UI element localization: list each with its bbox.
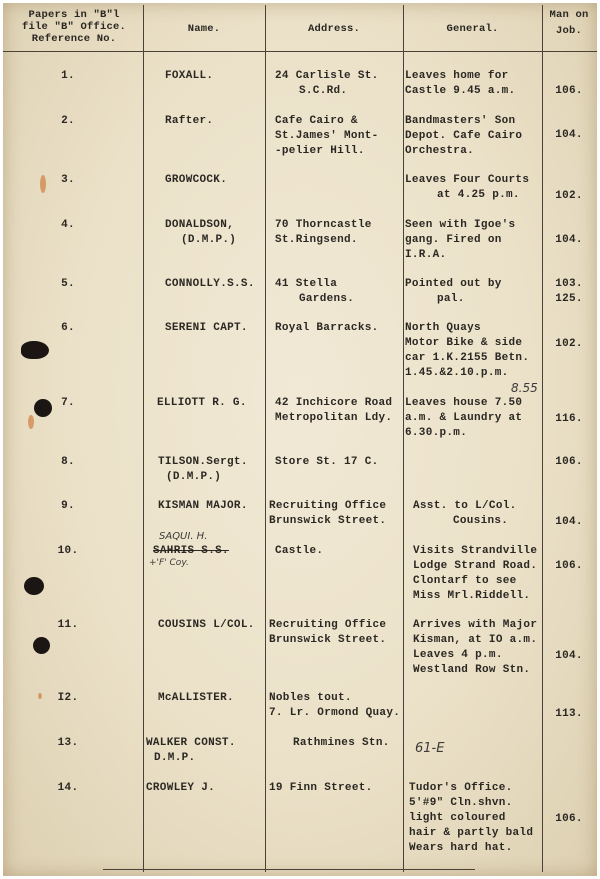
row-9-address-line1: Recruiting Office bbox=[269, 500, 387, 512]
row-5-address-line1: 41 Stella bbox=[275, 278, 338, 290]
row-10-handwritten-name: SAQUI. H. bbox=[159, 531, 208, 542]
row-2-address bbox=[275, 114, 379, 159]
row-9-ref: 9. bbox=[61, 500, 75, 512]
row-1-ref: 1. bbox=[61, 70, 75, 82]
row-7-general-line2: a.m. & Laundry at bbox=[405, 412, 523, 424]
row-14-general-line1: Tudor's Office. bbox=[409, 782, 513, 794]
document-sheet bbox=[3, 3, 597, 876]
row-12-name: McALLISTER. bbox=[158, 692, 234, 704]
row-2-address-line3: -pelier Hill. bbox=[275, 145, 365, 157]
punch-hole-4 bbox=[33, 637, 50, 654]
row-11-job: 104. bbox=[555, 650, 583, 662]
column-rule-4 bbox=[542, 5, 543, 872]
row-5-ref: 5. bbox=[61, 278, 75, 290]
row-4-name bbox=[165, 218, 236, 248]
row-1-address-line2: S.C.Rd. bbox=[299, 85, 348, 97]
row-1-general bbox=[405, 69, 515, 99]
row-10-job: 106. bbox=[555, 560, 583, 572]
row-3-job: 102. bbox=[555, 190, 583, 202]
header-job bbox=[543, 9, 595, 37]
row-11-ref: 11. bbox=[57, 619, 79, 631]
row-14-job: 106. bbox=[555, 813, 583, 825]
header-reference-line1: Papers in "B"l bbox=[28, 9, 120, 21]
row-3-general-line2: at 4.25 p.m. bbox=[437, 189, 520, 201]
row-11-name: COUSINS L/COL. bbox=[158, 619, 255, 631]
row-2-general-line2: Depot. Cafe Cairo bbox=[405, 130, 523, 142]
row-14-address: 19 Finn Street. bbox=[269, 782, 373, 794]
row-12-ref: I2. bbox=[57, 692, 79, 704]
header-reference bbox=[7, 9, 141, 45]
row-12-address bbox=[269, 691, 400, 721]
column-rule-3 bbox=[403, 5, 404, 872]
row-2-job: 104. bbox=[555, 129, 583, 141]
row-5-name: CONNOLLY.S.S. bbox=[165, 278, 255, 290]
row-9-address-line2: Brunswick Street. bbox=[269, 515, 387, 527]
row-9-name: KISMAN MAJOR. bbox=[158, 500, 248, 512]
row-11-address-line1: Recruiting Office bbox=[269, 619, 387, 631]
header-job-line1: Man on bbox=[549, 9, 589, 21]
header-rule bbox=[3, 51, 597, 52]
row-10-name-struck: SAHRIS S.S. bbox=[153, 545, 229, 557]
row-8-address: Store St. 17 C. bbox=[275, 456, 379, 468]
row-10-handwritten-coy: +'F' Coy. bbox=[149, 558, 189, 568]
header-address: Address. bbox=[307, 23, 360, 35]
header-job-line2: Job. bbox=[555, 25, 582, 37]
row-11-general-line1: Arrives with Major bbox=[413, 619, 538, 631]
header-name: Name. bbox=[187, 23, 221, 35]
punch-hole-1 bbox=[21, 341, 49, 359]
row-5-job bbox=[544, 277, 594, 307]
row-8-job: 106. bbox=[555, 456, 583, 468]
row-6-job: 102. bbox=[555, 338, 583, 350]
row-6-general-line3: car 1.K.2155 Betn. bbox=[405, 352, 530, 364]
row-4-address-line2: St.Ringsend. bbox=[275, 234, 358, 246]
row-8-name-line1: TILSON.Sergt. bbox=[158, 456, 248, 468]
row-14-name: CROWLEY J. bbox=[146, 782, 216, 794]
row-2-name: Rafter. bbox=[165, 115, 214, 127]
row-3-ref: 3. bbox=[61, 174, 75, 186]
row-13-name-line2: D.M.P. bbox=[154, 752, 196, 764]
row-7-address bbox=[275, 396, 392, 426]
row-10-address: Castle. bbox=[275, 545, 324, 557]
row-14-general-line2: 5'#9" Cln.shvn. bbox=[409, 797, 513, 809]
rust-stain-1 bbox=[40, 175, 46, 193]
row-9-general-line2: Cousins. bbox=[453, 515, 509, 527]
row-4-general-line3: I.R.A. bbox=[405, 249, 447, 261]
row-1-address-line1: 24 Carlisle St. bbox=[275, 70, 379, 82]
row-2-ref: 2. bbox=[61, 115, 75, 127]
row-4-ref: 4. bbox=[61, 219, 75, 231]
row-7-general-line3: 6.30.p.m. bbox=[405, 427, 468, 439]
row-13-name bbox=[146, 736, 236, 766]
row-1-job: 106. bbox=[555, 85, 583, 97]
header-general: General. bbox=[446, 23, 499, 35]
row-1-general-line1: Leaves home for bbox=[405, 70, 509, 82]
row-14-ref: 14. bbox=[57, 782, 79, 794]
row-10-name bbox=[153, 544, 229, 559]
row-6-general bbox=[405, 321, 529, 381]
row-10-general-line2: Lodge Strand Road. bbox=[413, 560, 538, 572]
header-reference-line3: Reference No. bbox=[31, 33, 117, 45]
row-7-handwritten-time: 8.55 bbox=[511, 381, 538, 395]
row-12-job: 113. bbox=[555, 708, 583, 720]
row-10-general bbox=[413, 544, 537, 604]
row-9-general-line1: Asst. to L/Col. bbox=[413, 500, 517, 512]
row-8-name-line2: (D.M.P.) bbox=[166, 471, 222, 483]
row-9-general bbox=[413, 499, 517, 529]
row-5-job-line2: 125. bbox=[555, 293, 583, 305]
row-6-address: Royal Barracks. bbox=[275, 322, 379, 334]
row-12-address-line2: 7. Lr. Ormond Quay. bbox=[269, 707, 401, 719]
row-4-address bbox=[275, 218, 372, 248]
row-7-address-line2: Metropolitan Ldy. bbox=[275, 412, 393, 424]
row-14-general-line5: Wears hard hat. bbox=[409, 842, 513, 854]
row-5-address bbox=[275, 277, 354, 307]
row-4-address-line1: 70 Thorncastle bbox=[275, 219, 372, 231]
row-8-ref: 8. bbox=[61, 456, 75, 468]
row-10-general-line4: Miss Mrl.Riddell. bbox=[413, 590, 531, 602]
row-13-name-line1: WALKER CONST. bbox=[146, 737, 236, 749]
row-10-ref: 10. bbox=[57, 545, 79, 557]
row-7-general bbox=[405, 396, 522, 441]
row-5-general bbox=[405, 277, 502, 307]
row-4-name-line1: DONALDSON, bbox=[165, 219, 235, 231]
row-5-address-line2: Gardens. bbox=[299, 293, 355, 305]
row-6-general-line2: Motor Bike & side bbox=[405, 337, 523, 349]
row-7-job: 116. bbox=[555, 413, 583, 425]
row-5-general-line2: pal. bbox=[437, 293, 465, 305]
row-14-general-line4: hair & partly bald bbox=[409, 827, 534, 839]
row-12-address-line1: Nobles tout. bbox=[269, 692, 352, 704]
row-11-general-line4: Westland Row Stn. bbox=[413, 664, 531, 676]
row-3-general-line1: Leaves Four Courts bbox=[405, 174, 530, 186]
rust-stain-2 bbox=[28, 415, 34, 429]
column-rule-1 bbox=[143, 5, 144, 872]
row-4-name-line2: (D.M.P.) bbox=[181, 234, 237, 246]
row-13-address: Rathmines Stn. bbox=[293, 737, 390, 749]
row-9-job: 104. bbox=[555, 516, 583, 528]
row-2-general bbox=[405, 114, 522, 159]
bottom-rule bbox=[103, 869, 475, 870]
row-7-name: ELLIOTT R. G. bbox=[157, 397, 247, 409]
row-11-general-line3: Leaves 4 p.m. bbox=[413, 649, 503, 661]
row-4-general bbox=[405, 218, 515, 263]
row-13-handwritten-note: 61-E bbox=[415, 741, 445, 756]
row-4-general-line1: Seen with Igoe's bbox=[405, 219, 516, 231]
row-4-job: 104. bbox=[555, 234, 583, 246]
row-9-address bbox=[269, 499, 386, 529]
row-6-ref: 6. bbox=[61, 322, 75, 334]
row-13-ref: 13. bbox=[57, 737, 79, 749]
row-14-general-line3: light coloured bbox=[409, 812, 506, 824]
column-rule-2 bbox=[265, 5, 266, 872]
row-6-general-line4: 1.45.&2.10.p.m. bbox=[405, 367, 509, 379]
row-11-address bbox=[269, 618, 386, 648]
row-1-address bbox=[275, 69, 379, 99]
row-11-address-line2: Brunswick Street. bbox=[269, 634, 387, 646]
row-10-general-line3: Clontarf to see bbox=[413, 575, 517, 587]
row-2-address-line2: St.James' Mont- bbox=[275, 130, 379, 142]
row-7-general-line1: Leaves house 7.50 bbox=[405, 397, 523, 409]
row-11-general-line2: Kisman, at IO a.m. bbox=[413, 634, 538, 646]
row-5-job-line1: 103. bbox=[555, 278, 583, 290]
header-reference-line2: file "B" Office. bbox=[21, 21, 127, 33]
row-5-general-line1: Pointed out by bbox=[405, 278, 502, 290]
punch-hole-3 bbox=[24, 577, 44, 595]
row-10-general-line1: Visits Strandville bbox=[413, 545, 538, 557]
row-1-name: FOXALL. bbox=[165, 70, 214, 82]
row-6-general-line1: North Quays bbox=[405, 322, 481, 334]
row-3-name: GROWCOCK. bbox=[165, 174, 228, 186]
row-2-address-line1: Cafe Cairo & bbox=[275, 115, 358, 127]
row-14-general bbox=[409, 781, 533, 856]
row-6-name: SERENI CAPT. bbox=[165, 322, 248, 334]
rust-stain-3 bbox=[38, 693, 42, 699]
row-3-general bbox=[405, 173, 529, 203]
row-7-ref: 7. bbox=[61, 397, 75, 409]
row-4-general-line2: gang. Fired on bbox=[405, 234, 502, 246]
row-2-general-line3: Orchestra. bbox=[405, 145, 475, 157]
row-1-general-line2: Castle 9.45 a.m. bbox=[405, 85, 516, 97]
row-2-general-line1: Bandmasters' Son bbox=[405, 115, 516, 127]
punch-hole-2 bbox=[34, 399, 52, 417]
row-8-name bbox=[158, 455, 248, 485]
row-7-address-line1: 42 Inchicore Road bbox=[275, 397, 393, 409]
row-11-general bbox=[413, 618, 537, 678]
